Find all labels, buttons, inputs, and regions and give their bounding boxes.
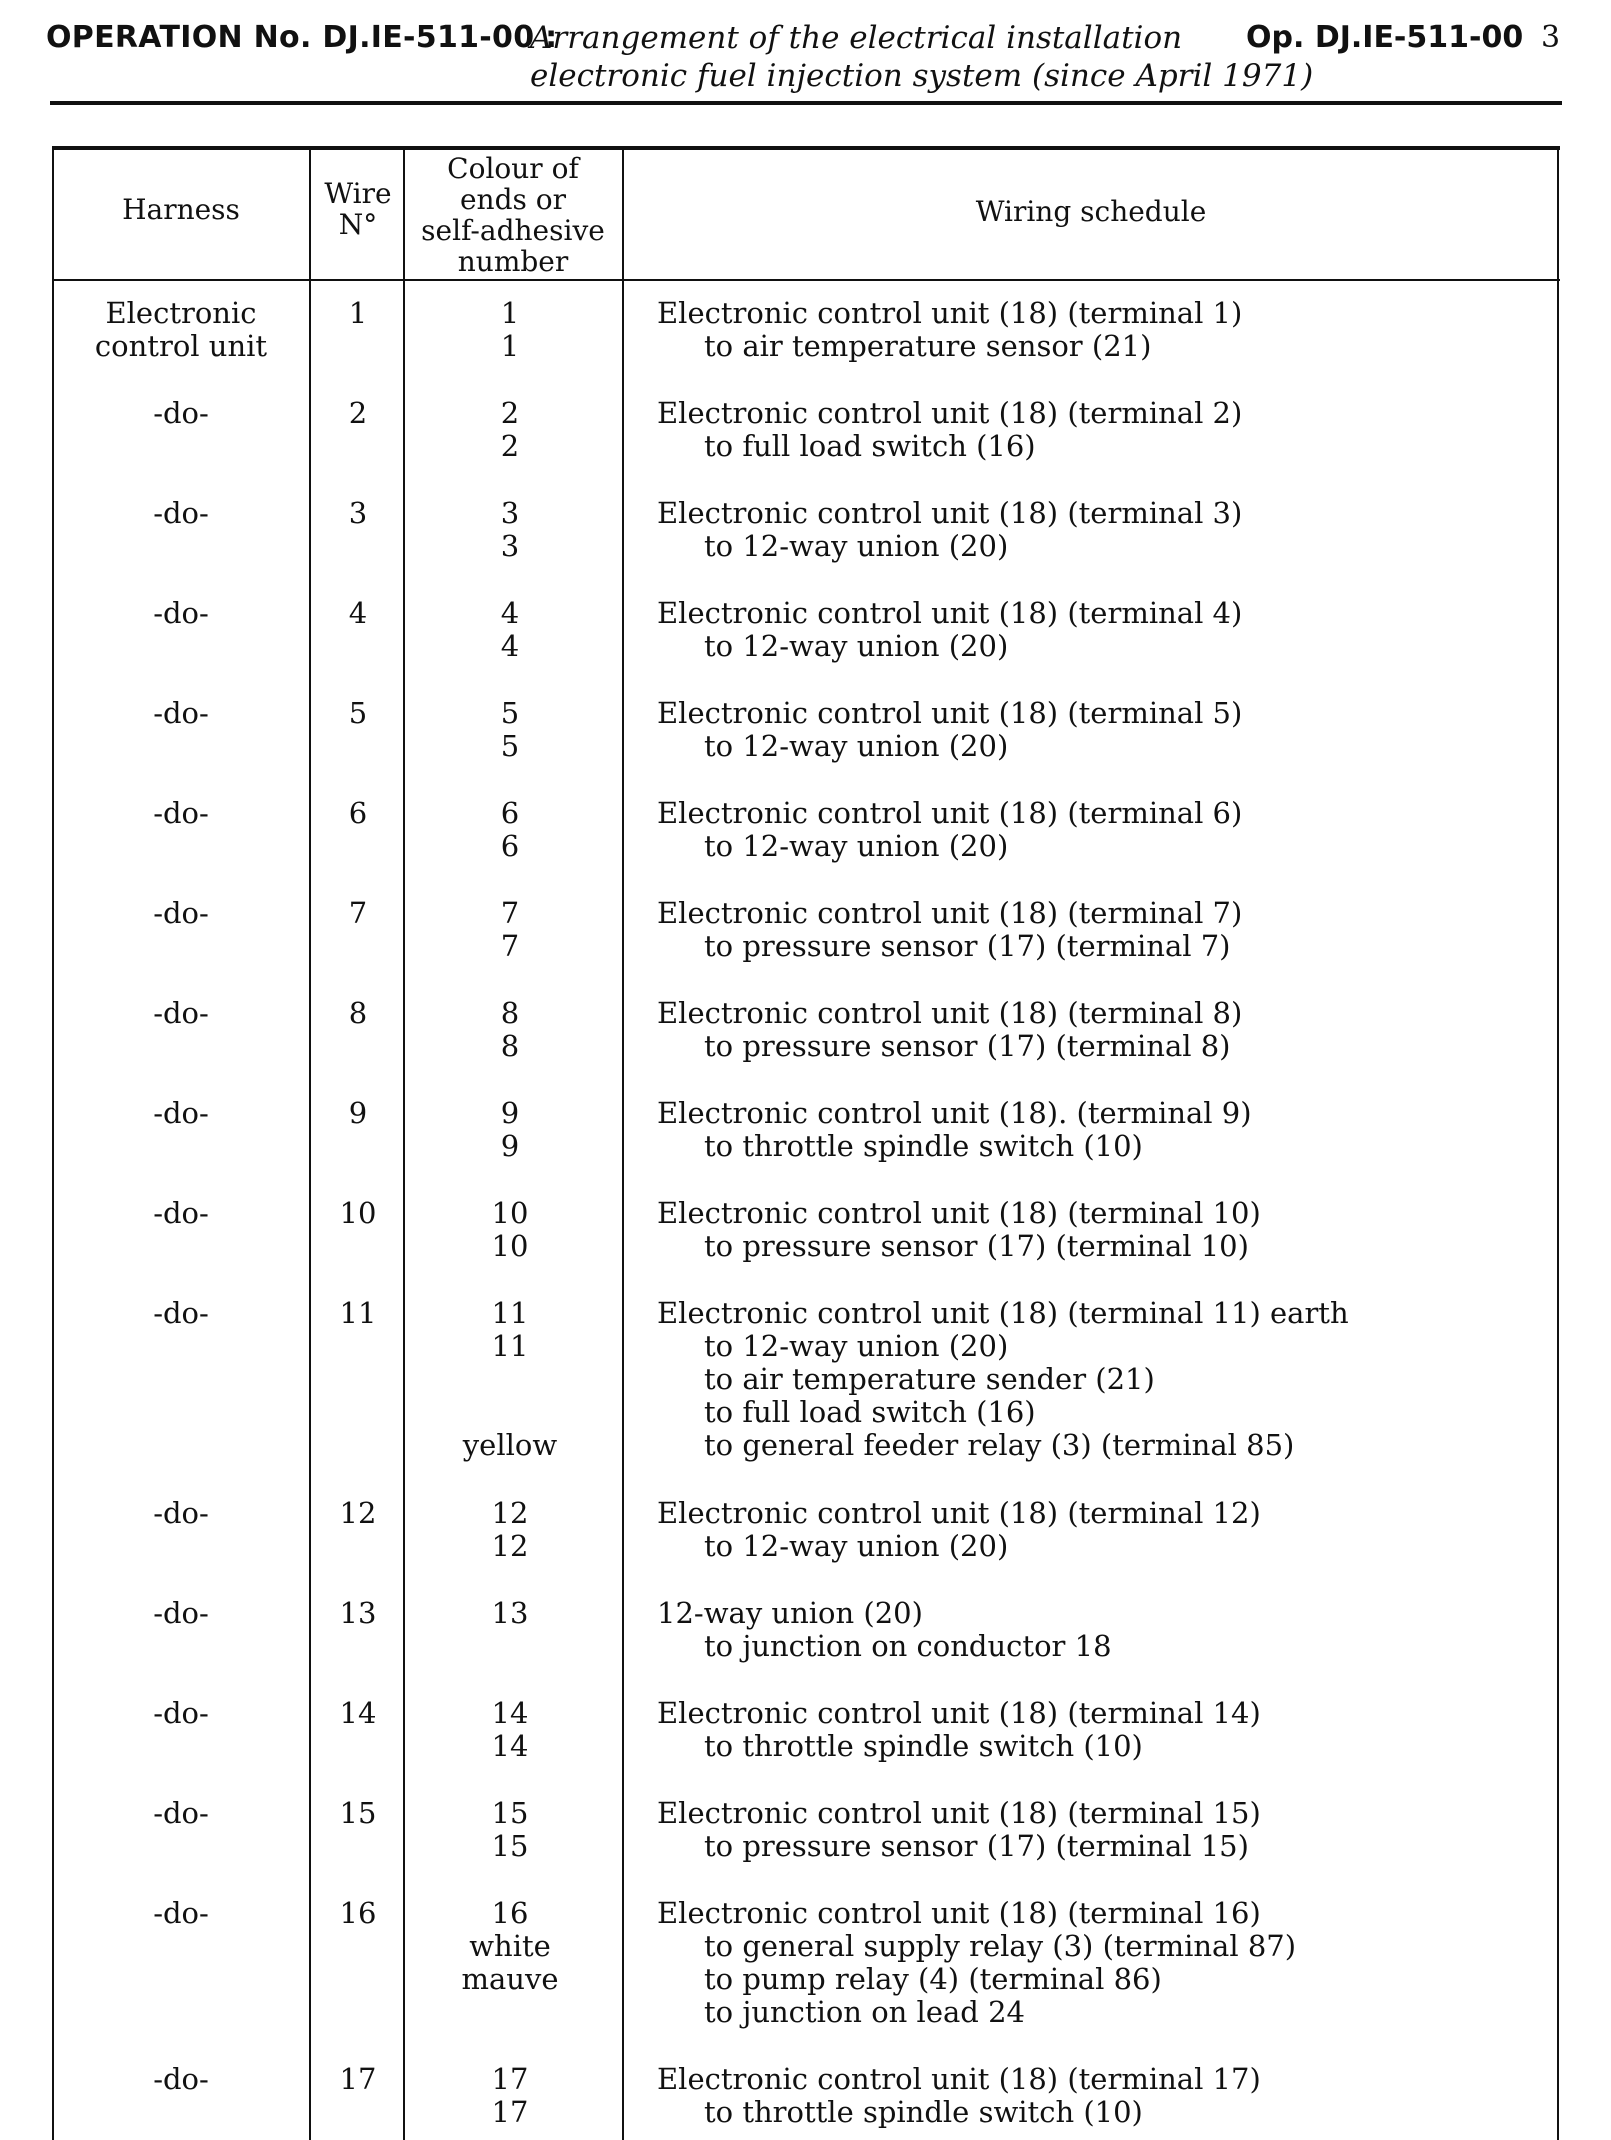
colour-cell (410, 1897, 610, 1996)
wiring-schedule-cell-line: to throttle spindle switch (10) (704, 2095, 1143, 2129)
harness-cell (56, 1197, 306, 1230)
wire-number-cell: 10 (339, 1196, 377, 1230)
colour-cell-line: mauve (461, 1962, 559, 1996)
wiring-schedule-cell-line: to full load switch (16) (704, 1395, 1036, 1429)
wire-number-cell: 5 (348, 696, 368, 730)
harness-cell (56, 697, 306, 730)
wiring-schedule-cell (657, 697, 1557, 763)
colour-cell (410, 797, 610, 863)
wiring-schedule-cell-line: Electronic control unit (18) (terminal 2) (657, 396, 1243, 430)
harness-cell-line: -do- (153, 496, 209, 530)
colour-cell (410, 1497, 610, 1563)
column-header-colour-line: Colour of (447, 152, 579, 185)
harness-cell (56, 1897, 306, 1930)
harness-cell-line: -do- (153, 2062, 209, 2096)
colour-cell-line: 3 (500, 496, 520, 530)
wiring-schedule-cell-line: Electronic control unit (18) (terminal 5) (657, 696, 1243, 730)
colour-cell-line: white (469, 1929, 551, 1963)
colour-cell (410, 1697, 610, 1763)
wiring-schedule-cell-line: Electronic control unit (18) (terminal 15) (657, 1796, 1261, 1830)
colour-cell-line: 3 (500, 529, 520, 563)
column-header-wire (312, 178, 404, 240)
wiring-schedule-cell-line: to pressure sensor (17) (terminal 7) (704, 929, 1231, 963)
colour-cell-line: 1 (500, 329, 520, 363)
colour-cell-line: 7 (500, 929, 520, 963)
wiring-schedule-cell (657, 297, 1557, 363)
colour-cell-line: 13 (491, 1596, 529, 1630)
column-header-colour-line: number (457, 245, 569, 278)
wiring-schedule-cell-line: to pressure sensor (17) (terminal 8) (704, 1029, 1231, 1063)
wiring-schedule-cell-line: to 12-way union (20) (704, 529, 1009, 563)
wiring-schedule-cell (657, 997, 1557, 1063)
column-header-wire-line: N° (338, 208, 378, 241)
wiring-schedule-cell-line: Electronic control unit (18) (terminal 8) (657, 996, 1243, 1030)
wire-number-cell: 8 (348, 996, 368, 1030)
colour-cell-line: 10 (491, 1229, 529, 1263)
wiring-schedule-cell-line: to general feeder relay (3) (terminal 85) (704, 1428, 1295, 1462)
colour-cell-line: 4 (500, 596, 520, 630)
colour-cell (410, 597, 610, 663)
operation-reference: Op. DJ.IE-511-00 (1246, 20, 1524, 55)
wiring-schedule-cell-line: Electronic control unit (18) (terminal 1) (657, 296, 1243, 330)
wiring-schedule-cell-line: to air temperature sender (21) (704, 1362, 1155, 1396)
harness-cell (56, 897, 306, 930)
harness-cell (56, 597, 306, 630)
colour-cell-line: 7 (500, 896, 520, 930)
colour-cell (410, 497, 610, 563)
harness-cell-line: -do- (153, 796, 209, 830)
wiring-schedule-cell-line: to throttle spindle switch (10) (704, 1129, 1143, 1163)
colour-cell-line: 5 (500, 696, 520, 730)
harness-cell-line: -do- (153, 596, 209, 630)
harness-cell-line: -do- (153, 396, 209, 430)
colour-cell-line: 17 (491, 2062, 529, 2096)
colour-cell-line: 10 (491, 1196, 529, 1230)
wiring-schedule-cell (657, 1597, 1557, 1663)
wiring-schedule-cell (657, 2063, 1557, 2129)
colour-cell (410, 1197, 610, 1263)
page-number: 3 (1541, 20, 1561, 55)
wiring-schedule-cell (657, 1697, 1557, 1763)
column-header-harness: Harness (122, 193, 240, 226)
wiring-schedule-cell-line: to air temperature sensor (21) (704, 329, 1152, 363)
header-row-divider (52, 279, 1560, 281)
colour-cell-line: 8 (500, 1029, 520, 1063)
wiring-schedule-cell-line: Electronic control unit (18) (terminal 10) (657, 1196, 1261, 1230)
colour-cell-line: 5 (500, 729, 520, 763)
harness-cell-line: Electronic (105, 296, 257, 330)
harness-cell (56, 297, 306, 363)
operation-title-line-1: Arrangement of the electrical installation (530, 20, 1183, 56)
wiring-schedule-cell (657, 597, 1557, 663)
harness-cell-line: -do- (153, 1896, 209, 1930)
harness-cell (56, 397, 306, 430)
colour-cell-line: 16 (491, 1896, 529, 1930)
colour-cell-line: 8 (500, 996, 520, 1030)
wiring-schedule-cell-line: to general supply relay (3) (terminal 87) (704, 1929, 1297, 1963)
harness-cell-line: control unit (94, 329, 268, 363)
column-header-colour-line: ends or (459, 183, 567, 216)
colour-cell-line: 9 (500, 1129, 520, 1163)
wire-number-cell: 9 (348, 1096, 368, 1130)
colour-cell-line: 2 (500, 429, 520, 463)
wiring-schedule-cell-line: Electronic control unit (18) (terminal 11) earth (657, 1296, 1349, 1330)
wiring-schedule-cell-line: Electronic control unit (18) (terminal 3) (657, 496, 1243, 530)
harness-cell-line: -do- (153, 996, 209, 1030)
colour-cell (410, 1797, 610, 1863)
colour-cell-line: 11 (491, 1329, 529, 1363)
wiring-schedule-cell-line: Electronic control unit (18) (terminal 16) (657, 1896, 1261, 1930)
harness-cell (56, 1697, 306, 1730)
harness-cell-line: -do- (153, 1496, 209, 1530)
colour-cell (410, 1297, 610, 1462)
wiring-schedule-cell (657, 1897, 1557, 2029)
harness-cell (56, 1297, 306, 1330)
table-border-right (1557, 146, 1559, 2140)
wire-number-cell: 2 (348, 396, 368, 430)
harness-cell-line: -do- (153, 1796, 209, 1830)
harness-cell-line: -do- (153, 696, 209, 730)
colour-cell (410, 397, 610, 463)
colour-cell-line (410, 1363, 610, 1396)
wiring-schedule-cell (657, 1097, 1557, 1163)
wiring-schedule-cell-line: to pressure sensor (17) (terminal 10) (704, 1229, 1249, 1263)
wiring-schedule-cell (657, 397, 1557, 463)
column-header-colour-line: self-adhesive (421, 214, 605, 247)
wiring-schedule-cell-line: to junction on conductor 18 (704, 1629, 1112, 1663)
column-divider-wire (403, 146, 405, 2140)
wire-number-cell: 1 (348, 296, 368, 330)
wire-number-cell: 6 (348, 796, 368, 830)
column-header-colour (407, 153, 619, 277)
harness-cell (56, 1097, 306, 1130)
wiring-schedule-cell-line: to full load switch (16) (704, 429, 1036, 463)
wiring-schedule-cell-line: to 12-way union (20) (704, 829, 1009, 863)
harness-cell (56, 997, 306, 1030)
wiring-schedule-cell-line: to junction on lead 24 (704, 1995, 1025, 2029)
harness-cell-line: -do- (153, 1696, 209, 1730)
colour-cell-line: 12 (491, 1496, 529, 1530)
harness-cell-line: -do- (153, 896, 209, 930)
colour-cell-line: 1 (500, 296, 520, 330)
colour-cell-line: yellow (462, 1428, 558, 1462)
wire-number-cell: 3 (348, 496, 368, 530)
colour-cell-line: 12 (491, 1529, 529, 1563)
colour-cell-line: 9 (500, 1096, 520, 1130)
wire-number-cell: 11 (339, 1296, 377, 1330)
wiring-schedule-cell-line: to pressure sensor (17) (terminal 15) (704, 1829, 1249, 1863)
colour-cell-line: 11 (491, 1296, 529, 1330)
operation-title-line-2: electronic fuel injection system (since April 1971) (530, 58, 1314, 94)
wire-number-cell: 12 (339, 1496, 377, 1530)
wiring-schedule-cell-line: 12-way union (20) (657, 1596, 923, 1630)
colour-cell (410, 697, 610, 763)
wiring-schedule-cell (657, 1297, 1557, 1462)
wiring-schedule-cell-line: to 12-way union (20) (704, 629, 1009, 663)
wire-number-cell: 14 (339, 1696, 377, 1730)
column-divider-colour (622, 146, 624, 2140)
wiring-schedule-cell-line: to throttle spindle switch (10) (704, 1729, 1143, 1763)
colour-cell (410, 1097, 610, 1163)
wiring-schedule-cell (657, 497, 1557, 563)
operation-label: OPERATION No. DJ.IE-511-00 : (46, 20, 558, 55)
wiring-schedule-cell-line: to 12-way union (20) (704, 1529, 1009, 1563)
colour-cell-line: 14 (491, 1729, 529, 1763)
harness-cell-line: -do- (153, 1296, 209, 1330)
colour-cell (410, 897, 610, 963)
colour-cell (410, 997, 610, 1063)
wire-number-cell: 4 (348, 596, 368, 630)
header-rule (50, 101, 1562, 105)
colour-cell (410, 1597, 610, 1630)
colour-cell-line (410, 1396, 610, 1429)
wire-number-cell: 16 (339, 1896, 377, 1930)
colour-cell-line: 6 (500, 796, 520, 830)
harness-cell (56, 797, 306, 830)
colour-cell (410, 2063, 610, 2129)
harness-cell-line: -do- (153, 1596, 209, 1630)
column-header-wiring-schedule: Wiring schedule (975, 195, 1207, 228)
colour-cell-line: 17 (491, 2095, 529, 2129)
wiring-schedule-cell-line: Electronic control unit (18). (terminal 9) (657, 1096, 1252, 1130)
wiring-schedule-cell-line: Electronic control unit (18) (terminal 17) (657, 2062, 1261, 2096)
table-border-left (52, 146, 54, 2140)
colour-cell-line: 15 (491, 1829, 529, 1863)
colour-cell-line: 6 (500, 829, 520, 863)
column-divider-harness (309, 146, 311, 2140)
harness-cell (56, 1797, 306, 1830)
harness-cell-line: -do- (153, 1196, 209, 1230)
harness-cell-line: -do- (153, 1096, 209, 1130)
column-header-wire-line: Wire (324, 177, 392, 210)
wiring-schedule-cell-line: Electronic control unit (18) (terminal 6) (657, 796, 1243, 830)
wire-number-cell: 17 (339, 2062, 377, 2096)
wire-number-cell: 13 (339, 1596, 377, 1630)
wiring-schedule-cell-line: to pump relay (4) (terminal 86) (704, 1962, 1162, 1996)
colour-cell (410, 297, 610, 363)
wiring-schedule-cell-line: to 12-way union (20) (704, 729, 1009, 763)
page-header (46, 18, 1566, 98)
wire-number-cell: 7 (348, 896, 368, 930)
colour-cell-line: 15 (491, 1796, 529, 1830)
colour-cell-line: 14 (491, 1696, 529, 1730)
wire-number-cell: 15 (339, 1796, 377, 1830)
wiring-schedule-cell (657, 797, 1557, 863)
harness-cell (56, 1497, 306, 1530)
harness-cell (56, 497, 306, 530)
harness-cell (56, 2063, 306, 2096)
wiring-schedule-cell-line: to 12-way union (20) (704, 1329, 1009, 1363)
wiring-schedule-cell (657, 1797, 1557, 1863)
wiring-schedule-cell (657, 897, 1557, 963)
wiring-schedule-cell-line: Electronic control unit (18) (terminal 12) (657, 1496, 1261, 1530)
harness-cell (56, 1597, 306, 1630)
wiring-schedule-cell (657, 1497, 1557, 1563)
wiring-schedule-cell (657, 1197, 1557, 1263)
wiring-schedule-cell-line: Electronic control unit (18) (terminal 7) (657, 896, 1243, 930)
colour-cell-line: 4 (500, 629, 520, 663)
wiring-schedule-cell-line: Electronic control unit (18) (terminal 4) (657, 596, 1243, 630)
colour-cell-line: 2 (500, 396, 520, 430)
wiring-schedule-cell-line: Electronic control unit (18) (terminal 14) (657, 1696, 1261, 1730)
